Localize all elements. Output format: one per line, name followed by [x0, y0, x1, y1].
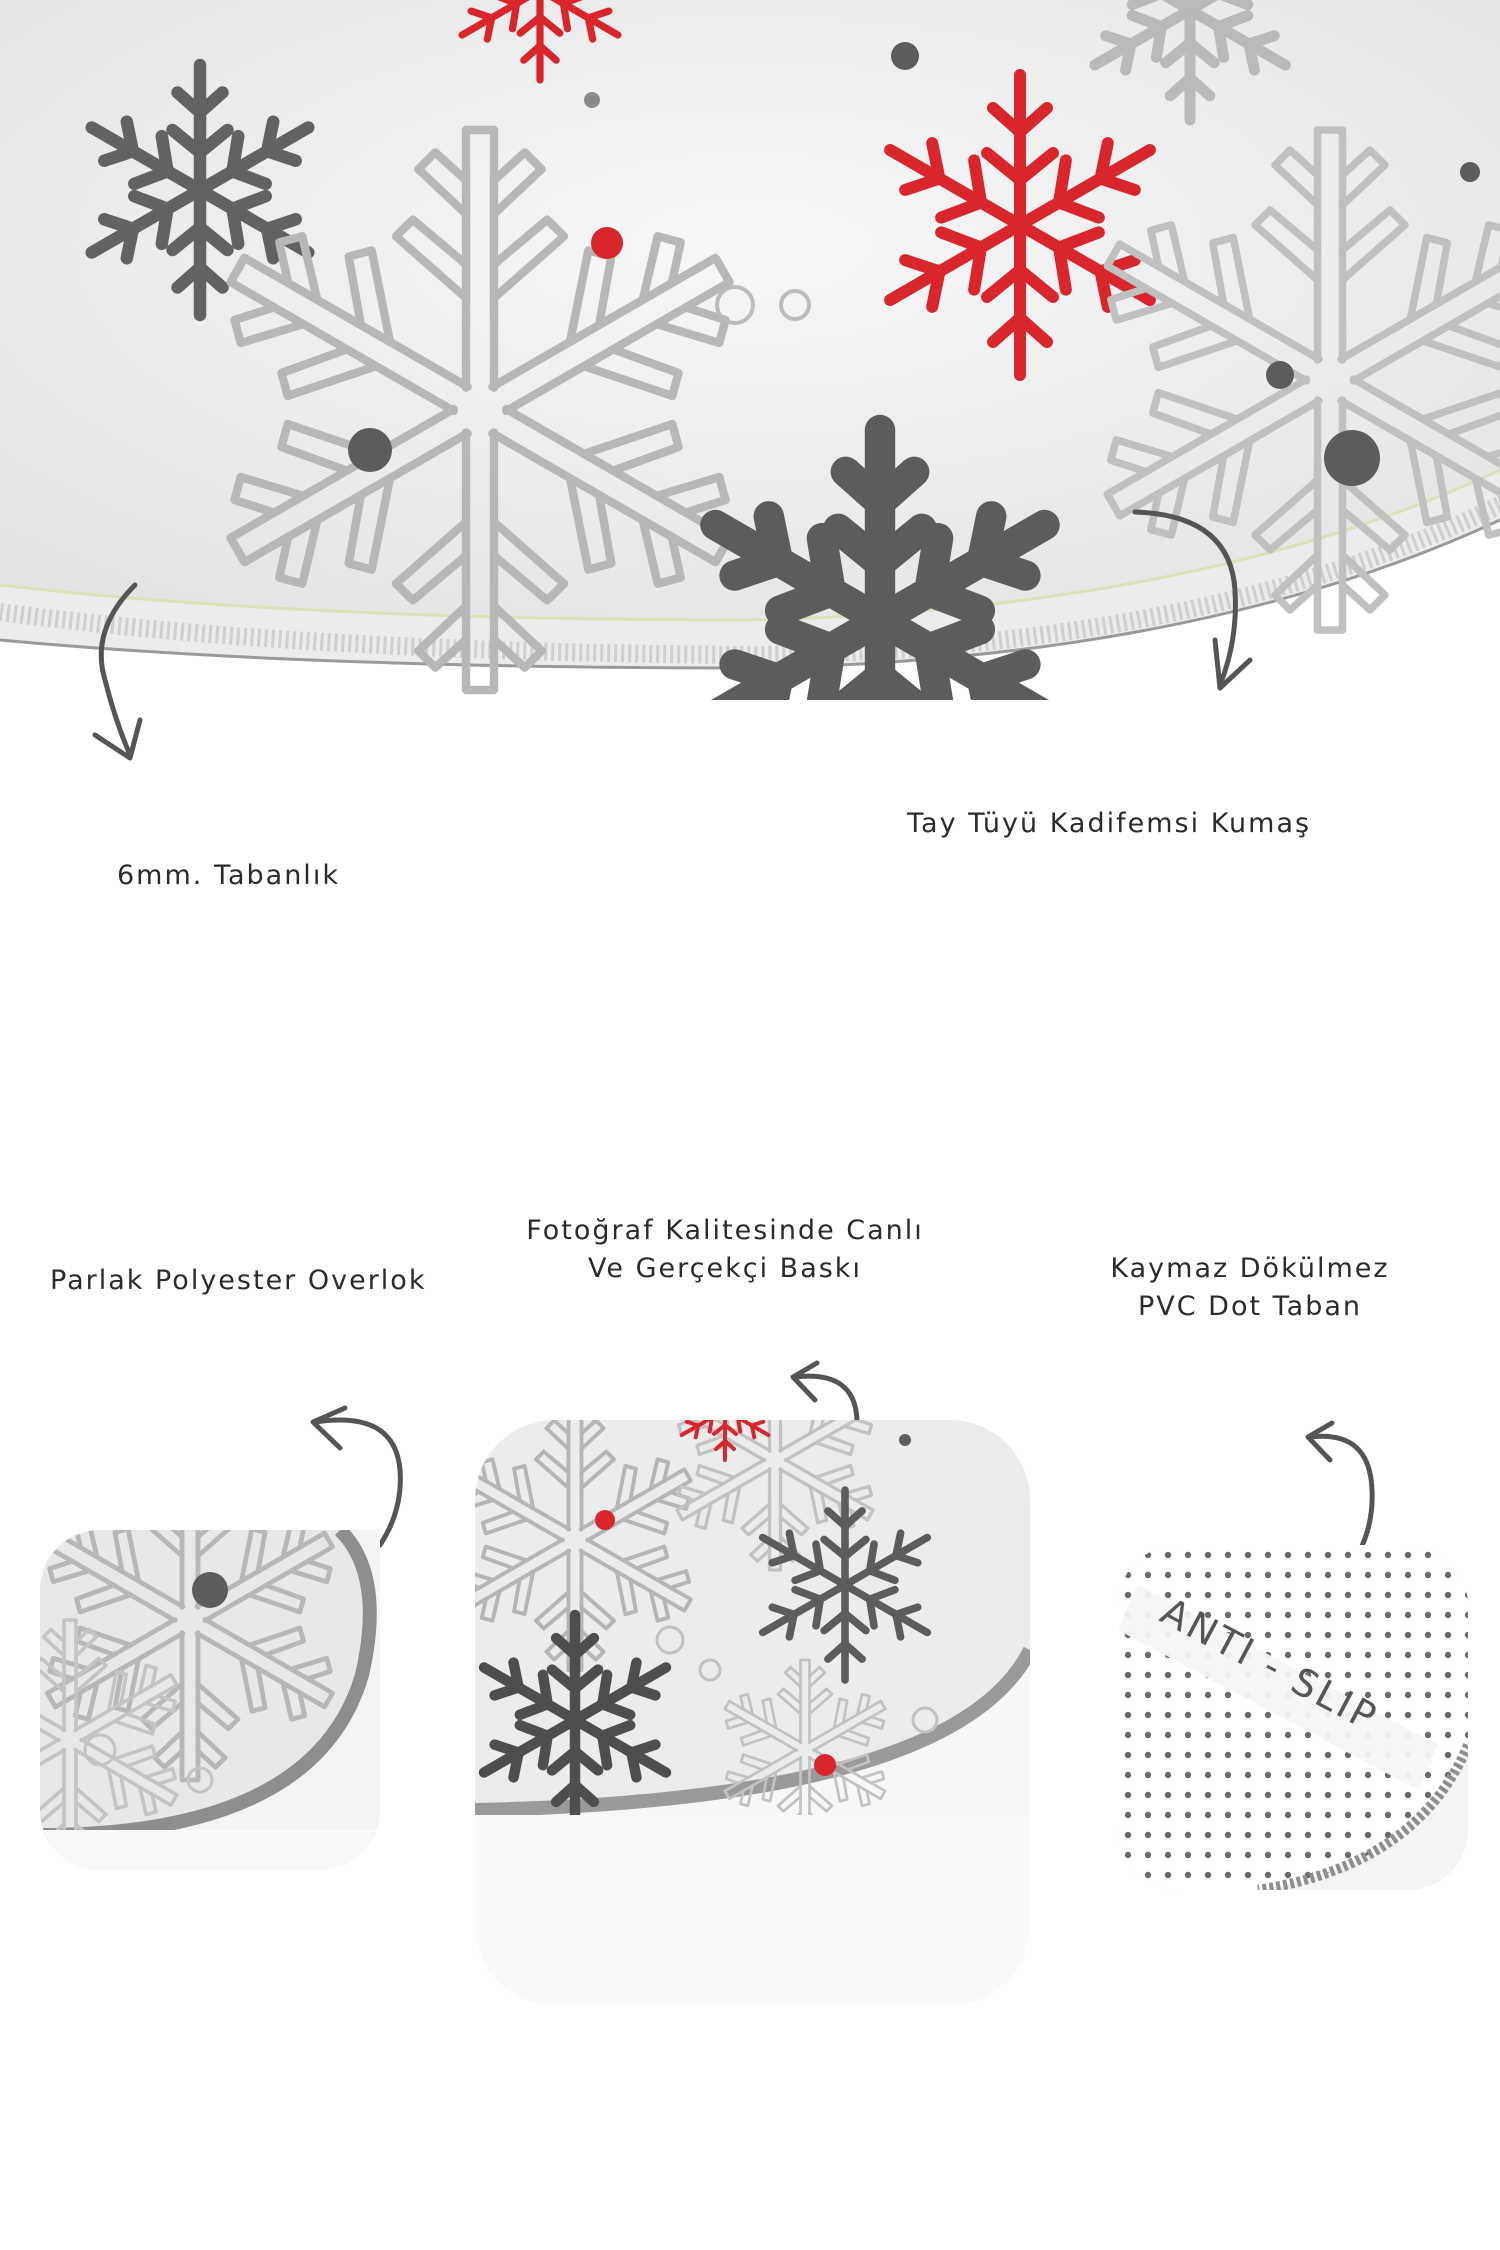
print-label [510, 1212, 940, 1288]
overlock-detail-image [40, 1530, 380, 1870]
pvc-label-line2: PVC Dot Taban [1137, 1291, 1363, 1322]
curved-arrow-icon [80, 570, 170, 770]
fabric-label: Tay Tüyü Kadifemsi Kumaş [907, 808, 1312, 839]
print-label-line2: Ve Gerçekçi Baskı [588, 1253, 862, 1284]
pvc-backing-image [1118, 1545, 1468, 1890]
anti-slip-text: ANTI - SLIP [1153, 1589, 1386, 1741]
print-label-line1: Fotoğraf Kalitesinde Canlı [526, 1215, 924, 1246]
print-detail-image [475, 1420, 1030, 2005]
base-label: 6mm. Tabanlık [117, 860, 340, 891]
rug-closeup-image [0, 0, 1500, 700]
pvc-label-line1: Kaymaz Dökülmez [1110, 1253, 1390, 1284]
overlock-label: Parlak Polyester Overlok [50, 1265, 427, 1296]
curved-arrow-icon [1120, 500, 1270, 700]
pvc-label [1080, 1250, 1420, 1326]
